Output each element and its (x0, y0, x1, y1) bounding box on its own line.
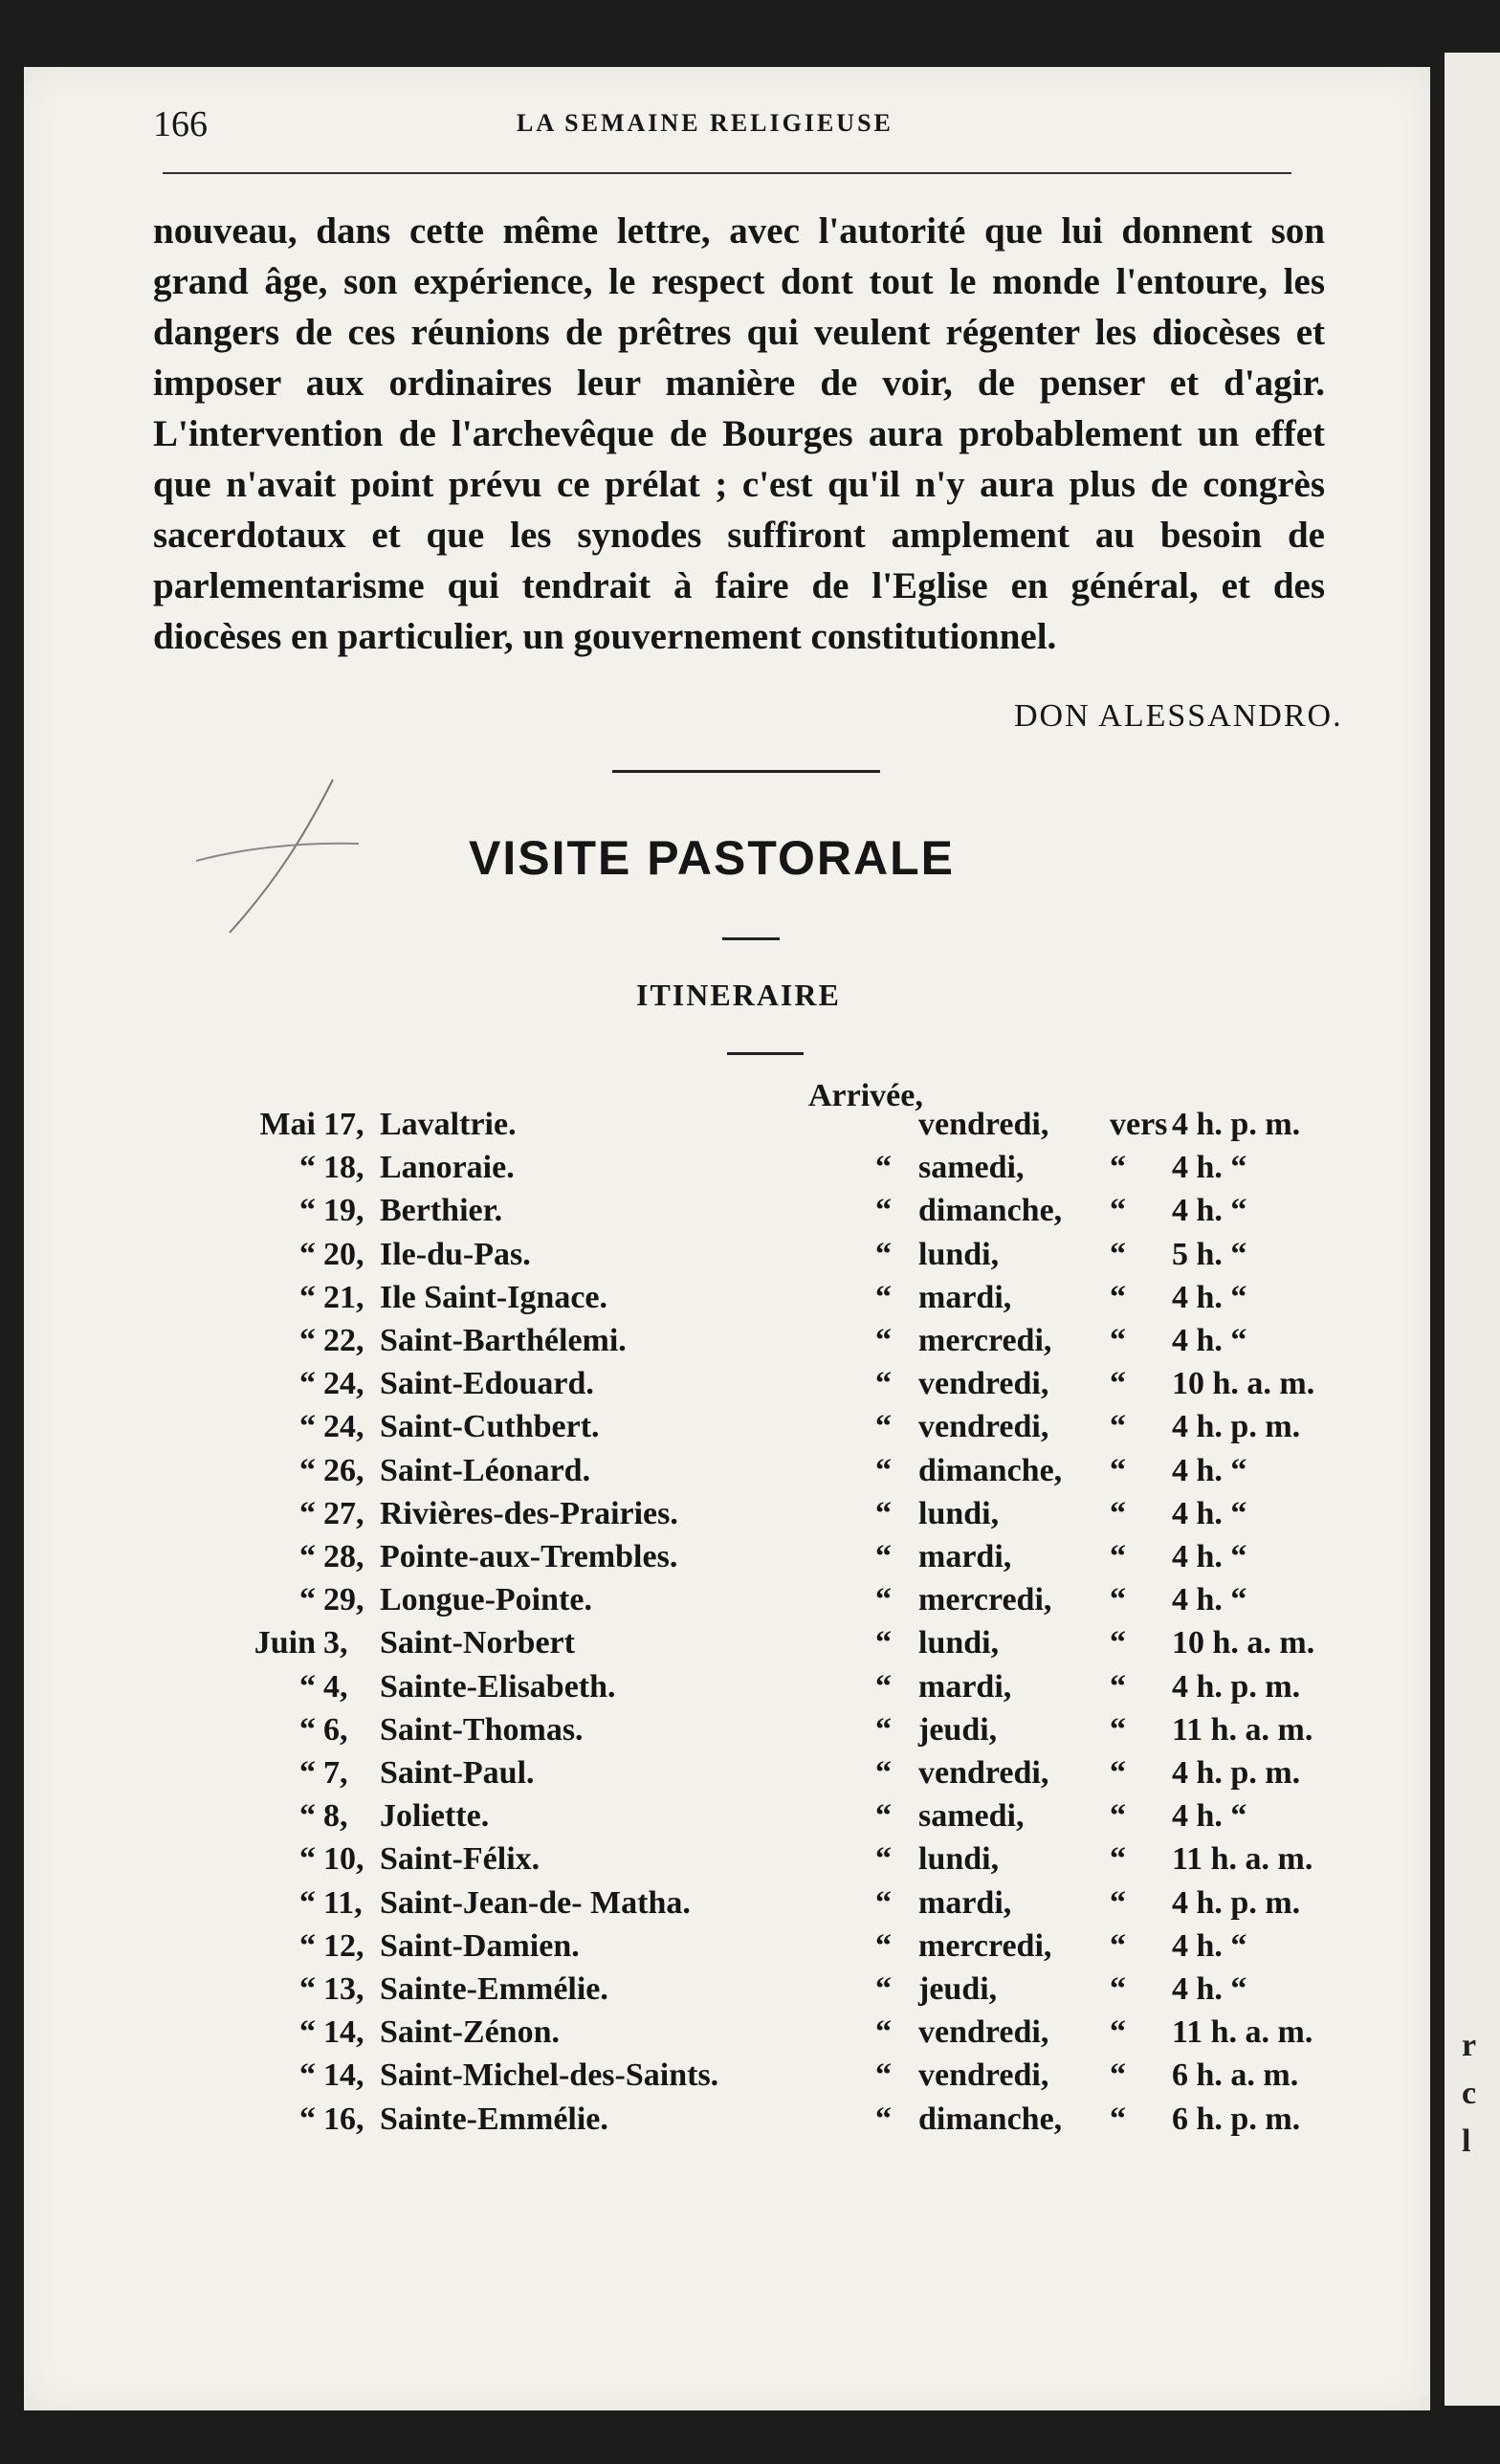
row-date: 17, (323, 1107, 364, 1142)
row-place: Saint-Thomas. (380, 1712, 584, 1748)
row-ditto: “ (875, 1193, 892, 1228)
row-date: 4, (323, 1669, 348, 1705)
row-date: 13, (323, 1971, 364, 2007)
row-time: 4 h. “ (1172, 1798, 1247, 1834)
row-ditto: “ (1110, 2101, 1126, 2137)
row-time: 4 h. “ (1172, 1971, 1247, 2007)
row-month: “ (299, 1582, 316, 1617)
row-time: 4 h. “ (1172, 1193, 1247, 1228)
row-ditto: “ (875, 1669, 892, 1705)
running-title: LA SEMAINE RELIGIEUSE (517, 109, 893, 137)
row-month: “ (299, 1150, 316, 1185)
row-place: Berthier. (380, 1193, 503, 1228)
row-ditto: “ (1110, 2014, 1126, 2050)
itinerary-row (0, 1150, 1339, 1192)
facing-page-letter: l (1462, 2123, 1471, 2159)
row-time: 6 h. a. m. (1172, 2057, 1299, 2093)
row-ditto: vers (1110, 1107, 1168, 1142)
itinerary-row (0, 1237, 1339, 1279)
row-ditto: “ (875, 1237, 892, 1272)
row-place: Saint-Norbert (380, 1625, 575, 1661)
row-ditto: “ (875, 1496, 892, 1531)
row-month: “ (299, 1669, 316, 1705)
row-ditto: “ (1110, 1755, 1126, 1791)
row-place: Saint-Félix. (380, 1841, 540, 1877)
row-date: 18, (323, 1150, 364, 1185)
row-ditto: “ (875, 1755, 892, 1791)
itinerary-row (0, 1582, 1339, 1624)
row-day: mercredi, (918, 1928, 1052, 1964)
row-place: Sainte-Elisabeth. (380, 1669, 616, 1705)
row-ditto: “ (875, 1280, 892, 1315)
row-day: mardi, (918, 1669, 1012, 1705)
signature: DON ALESSANDRO. (1014, 698, 1343, 734)
row-month: “ (299, 1928, 316, 1964)
row-time: 6 h. p. m. (1172, 2101, 1301, 2137)
row-day: mardi, (918, 1280, 1012, 1315)
row-date: 12, (323, 1928, 364, 1964)
row-month: “ (299, 1323, 316, 1358)
row-ditto: “ (1110, 2057, 1126, 2093)
row-day: vendredi, (918, 1107, 1049, 1142)
arrival-label: Arrivée, (808, 1078, 923, 1113)
facing-page-edge (1445, 53, 1500, 2406)
row-ditto: “ (875, 1712, 892, 1748)
row-ditto: “ (875, 1841, 892, 1877)
row-time: 11 h. a. m. (1172, 2014, 1313, 2050)
itinerary-row (0, 1409, 1339, 1451)
row-ditto: “ (875, 1971, 892, 2007)
row-place: Saint-Léonard. (380, 1453, 591, 1488)
row-time: 11 h. a. m. (1172, 1841, 1313, 1877)
row-month: “ (299, 2057, 316, 2093)
row-place: Lanoraie. (380, 1150, 515, 1185)
row-month: “ (299, 1971, 316, 2007)
itinerary-row (0, 2014, 1339, 2057)
row-time: 5 h. “ (1172, 1237, 1247, 1272)
row-time: 4 h. p. m. (1172, 1669, 1301, 1705)
row-day: jeudi, (918, 1971, 998, 2007)
row-month: “ (299, 1798, 316, 1834)
section-divider (612, 770, 880, 773)
row-day: lundi, (918, 1625, 1000, 1661)
itinerary-row (0, 1885, 1339, 1927)
row-date: 27, (323, 1496, 364, 1531)
section-title: VISITE PASTORALE (469, 831, 956, 885)
row-day: vendredi, (918, 1409, 1049, 1444)
row-date: 3, (323, 1625, 348, 1661)
row-ditto: “ (875, 2057, 892, 2093)
row-place: Sainte-Emmélie. (380, 1971, 608, 2007)
row-ditto: “ (875, 1625, 892, 1661)
row-place: Joliette. (380, 1798, 490, 1834)
row-date: 22, (323, 1323, 364, 1358)
row-place: Saint-Jean-de- Matha. (380, 1885, 691, 1921)
row-date: 28, (323, 1539, 364, 1574)
row-date: 29, (323, 1582, 364, 1617)
row-month: “ (299, 2014, 316, 2050)
row-place: Ile Saint-Ignace. (380, 1280, 607, 1315)
row-month: “ (299, 1193, 316, 1228)
row-place: Saint-Paul. (380, 1755, 535, 1791)
row-date: 7, (323, 1755, 348, 1791)
itinerary-row (0, 1669, 1339, 1711)
row-ditto: “ (1110, 1366, 1126, 1401)
row-place: Saint-Zénon. (380, 2014, 560, 2050)
row-time: 10 h. a. m. (1172, 1366, 1315, 1401)
row-ditto: “ (1110, 1841, 1126, 1877)
row-time: 4 h. “ (1172, 1539, 1247, 1574)
row-month: “ (299, 1237, 316, 1272)
row-date: 21, (323, 1280, 364, 1315)
row-date: 24, (323, 1366, 364, 1401)
row-time: 4 h. “ (1172, 1453, 1247, 1488)
row-place: Saint-Edouard. (380, 1366, 594, 1401)
row-month: “ (299, 1453, 316, 1488)
row-time: 4 h. p. m. (1172, 1107, 1301, 1142)
row-month: Juin (254, 1625, 316, 1661)
row-ditto: “ (1110, 1582, 1126, 1617)
row-ditto: “ (1110, 1280, 1126, 1315)
subtitle-divider (727, 1052, 804, 1055)
row-time: 4 h. p. m. (1172, 1885, 1301, 1921)
row-place: Pointe-aux-Trembles. (380, 1539, 678, 1574)
itinerary-row (0, 1798, 1339, 1840)
itinerary-row (0, 1712, 1339, 1754)
itinerary-subtitle: ITINERAIRE (636, 978, 841, 1012)
itinerary-row (0, 1323, 1339, 1365)
row-day: mardi, (918, 1885, 1012, 1921)
row-ditto: “ (1110, 1928, 1126, 1964)
row-day: mercredi, (918, 1323, 1052, 1358)
row-day: samedi, (918, 1798, 1025, 1834)
row-month: “ (299, 1712, 316, 1748)
itinerary-row (0, 1496, 1339, 1538)
row-day: vendredi, (918, 2014, 1049, 2050)
row-day: mardi, (918, 1539, 1012, 1574)
row-ditto: “ (1110, 1409, 1126, 1444)
row-month: “ (299, 1885, 316, 1921)
row-date: 11, (323, 1885, 363, 1921)
row-place: Saint-Damien. (380, 1928, 580, 1964)
row-date: 26, (323, 1453, 364, 1488)
itinerary-row (0, 1841, 1339, 1883)
row-ditto: “ (875, 1366, 892, 1401)
row-ditto: “ (875, 1323, 892, 1358)
row-date: 20, (323, 1237, 364, 1272)
itinerary-row (0, 1928, 1339, 1970)
row-day: mercredi, (918, 1582, 1052, 1617)
row-place: Saint-Michel-des-Saints. (380, 2057, 719, 2093)
row-time: 4 h. p. m. (1172, 1409, 1301, 1444)
row-day: dimanche, (918, 2101, 1063, 2137)
page-number: 166 (153, 104, 208, 144)
row-ditto: “ (1110, 1150, 1126, 1185)
row-ditto: “ (1110, 1712, 1126, 1748)
row-time: 4 h. “ (1172, 1280, 1247, 1315)
row-ditto: “ (1110, 1539, 1126, 1574)
row-ditto: “ (875, 1453, 892, 1488)
row-date: 16, (323, 2101, 364, 2137)
itinerary-row (0, 1755, 1339, 1797)
itinerary-row (0, 1971, 1339, 2013)
row-day: dimanche, (918, 1453, 1063, 1488)
itinerary-row (0, 2101, 1339, 2144)
row-day: vendredi, (918, 1366, 1049, 1401)
row-place: Longue-Pointe. (380, 1582, 592, 1617)
itinerary-row (0, 2057, 1339, 2100)
row-ditto: “ (1110, 1453, 1126, 1488)
row-month: “ (299, 2101, 316, 2137)
row-ditto: “ (875, 2101, 892, 2137)
row-ditto: “ (875, 1409, 892, 1444)
row-date: 24, (323, 1409, 364, 1444)
row-month: “ (299, 1280, 316, 1315)
row-month: “ (299, 1539, 316, 1574)
row-date: 10, (323, 1841, 364, 1877)
row-place: Ile-du-Pas. (380, 1237, 531, 1272)
row-month: Mai (259, 1107, 316, 1142)
row-day: lundi, (918, 1237, 1000, 1272)
row-ditto: “ (1110, 1193, 1126, 1228)
row-day: dimanche, (918, 1193, 1063, 1228)
itinerary-row (0, 1453, 1339, 1495)
row-month: “ (299, 1496, 316, 1531)
row-time: 4 h. “ (1172, 1323, 1247, 1358)
row-ditto: “ (875, 1539, 892, 1574)
row-day: vendredi, (918, 2057, 1049, 2093)
header-rule (163, 172, 1291, 174)
itinerary-row (0, 1539, 1339, 1581)
row-ditto: “ (1110, 1323, 1126, 1358)
row-ditto: “ (1110, 1237, 1126, 1272)
row-time: 4 h. “ (1172, 1150, 1247, 1185)
row-date: 6, (323, 1712, 348, 1748)
row-place: Saint-Barthélemi. (380, 1323, 627, 1358)
row-month: “ (299, 1755, 316, 1791)
row-time: 10 h. a. m. (1172, 1625, 1315, 1661)
row-place: Lavaltrie. (380, 1107, 517, 1142)
row-place: Saint-Cuthbert. (380, 1409, 600, 1444)
row-ditto: “ (875, 1885, 892, 1921)
row-month: “ (299, 1366, 316, 1401)
row-time: 4 h. “ (1172, 1928, 1247, 1964)
itinerary-row (0, 1107, 1339, 1149)
row-date: 19, (323, 1193, 364, 1228)
row-date: 8, (323, 1798, 348, 1834)
row-month: “ (299, 1841, 316, 1877)
itinerary-row (0, 1193, 1339, 1235)
row-time: 4 h. p. m. (1172, 1755, 1301, 1791)
row-ditto: “ (1110, 1625, 1126, 1661)
row-time: 4 h. “ (1172, 1496, 1247, 1531)
row-day: samedi, (918, 1150, 1025, 1185)
row-ditto: “ (875, 2014, 892, 2050)
row-day: lundi, (918, 1841, 1000, 1877)
row-ditto: “ (1110, 1798, 1126, 1834)
row-ditto: “ (1110, 1971, 1126, 2007)
row-place: Rivières-des-Prairies. (380, 1496, 678, 1531)
row-ditto: “ (1110, 1496, 1126, 1531)
itinerary-row (0, 1366, 1339, 1408)
running-head (153, 103, 1301, 151)
row-day: vendredi, (918, 1755, 1049, 1791)
row-time: 11 h. a. m. (1172, 1712, 1313, 1748)
row-ditto: “ (1110, 1885, 1126, 1921)
row-ditto: “ (875, 1928, 892, 1964)
row-date: 14, (323, 2057, 364, 2093)
article-paragraph: nouveau, dans cette même lettre, avec l'autorité que lui donnent son grand âge, son expérience, le respect dont tout le monde l'entoure, les dangers de ces réunions de prêtres qui veulent régenter les diocèses et imposer aux ordinaires leur manière de voir, de penser et d'agir. L'intervention de l'archevêque de Bourges aura probablement un effet que n'avait point prévu ce prélat ; c'est qu'il n'y aura plus de congrès sacerdotaux et que les synodes suffiront amplement au besoin de parlementarisme qui tendrait à faire de l'Eglise en général, et des diocèses en particulier, un gouvernement constitutionnel. (153, 210, 1325, 657)
row-month: “ (299, 1409, 316, 1444)
row-ditto: “ (875, 1798, 892, 1834)
facing-page-letter: r (1462, 2028, 1477, 2063)
row-time: 4 h. “ (1172, 1582, 1247, 1617)
title-divider (722, 937, 780, 940)
itinerary-row (0, 1280, 1339, 1322)
itinerary-row (0, 1625, 1339, 1667)
row-day: jeudi, (918, 1712, 998, 1748)
pencil-mark (191, 775, 364, 937)
row-ditto: “ (1110, 1669, 1126, 1705)
row-ditto: “ (875, 1150, 892, 1185)
row-date: 14, (323, 2014, 364, 2050)
row-ditto: “ (875, 1582, 892, 1617)
row-day: lundi, (918, 1496, 1000, 1531)
facing-page-letter: c (1462, 2076, 1477, 2111)
row-place: Sainte-Emmélie. (380, 2101, 608, 2137)
